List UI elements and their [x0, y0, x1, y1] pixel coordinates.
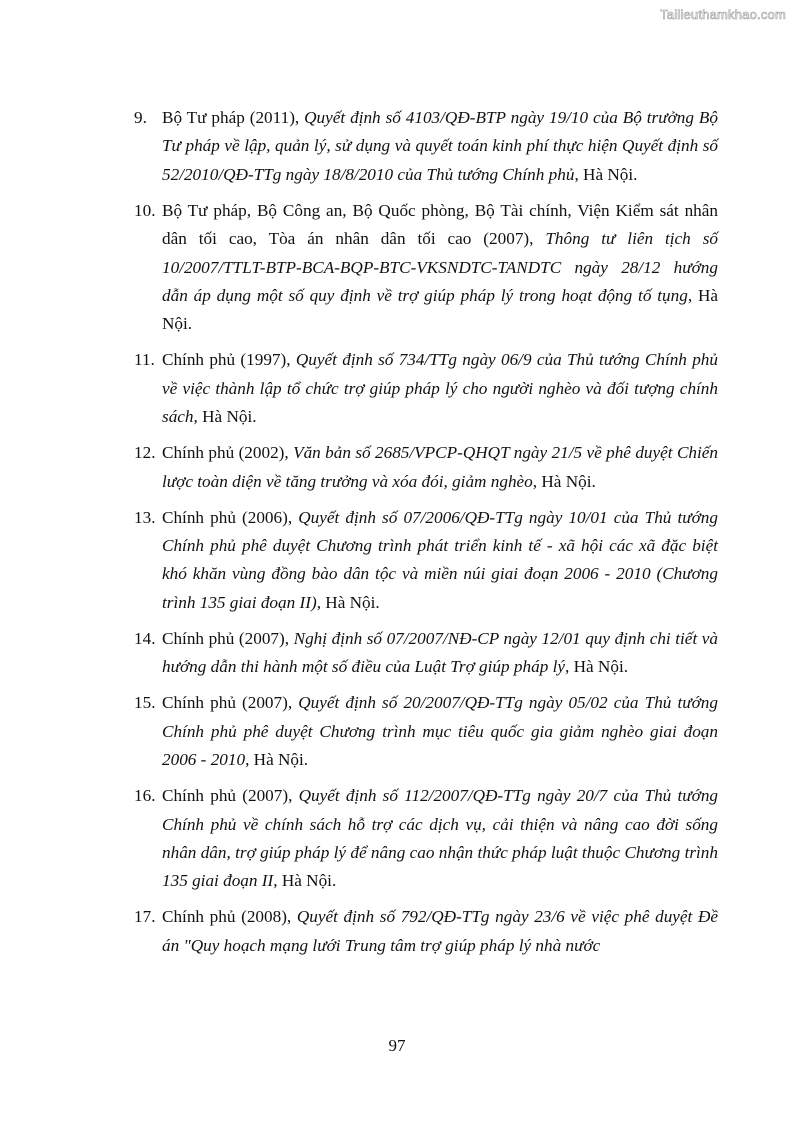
reference-title: Quyết định số 112/2007/QĐ-TTg ngày 20/7 của Thủ tướng Chính phủ về chính sách hỗ trợ các dịch vụ, cải thiện và nâng cao đời sống nhân dân, trợ giúp pháp lý để nâng cao nhận thức pháp luật thuộc Chương trình 135 giai đoạn II	[162, 786, 719, 891]
reference-number: 16.	[134, 786, 156, 806]
reference-item	[134, 782, 718, 896]
reference-text	[162, 439, 718, 496]
reference-tail: , Hà Nội.	[273, 871, 337, 891]
reference-tail: , Hà Nội.	[574, 164, 638, 184]
reference-author: Chính phủ (1997),	[162, 350, 296, 370]
reference-author: Bộ Tư pháp (2011),	[162, 108, 305, 127]
reference-number: 10.	[134, 200, 156, 220]
reference-number: 14.	[134, 628, 156, 648]
reference-title: Quyết định số 4103/QĐ-BTP ngày 19/10 của Bộ trưởng Bộ Tư pháp về lập, quản lý, sử dụng và quyết toán kinh phí thực hiện Quyết định số 52/2010/QĐ-TTg ngày 18/8/2010 của Thủ tướng Chính phủ	[162, 108, 718, 184]
reference-item	[134, 625, 718, 682]
reference-author: Bộ Tư pháp, Bộ Công an, Bộ Quốc phòng, Bộ Tài chính, Viện Kiểm sát nhân dân tối cao, Tòa án nhân dân tối cao (2007),	[162, 200, 718, 249]
reference-text	[162, 346, 718, 431]
reference-item	[134, 104, 718, 189]
reference-item	[134, 504, 718, 618]
reference-author: Chính phủ (2008),	[162, 907, 297, 927]
reference-text	[162, 197, 718, 339]
reference-text	[162, 903, 718, 960]
reference-item	[134, 903, 718, 960]
reference-author: Chính phủ (2006),	[162, 507, 299, 527]
reference-number: 9.	[134, 108, 147, 127]
reference-number: 13.	[134, 507, 156, 527]
reference-tail: , Hà Nội.	[565, 657, 629, 677]
reference-number: 17.	[134, 907, 156, 927]
reference-number: 12.	[134, 443, 156, 463]
watermark-text: Tailieuthamkhao.com	[660, 7, 786, 22]
reference-author: Chính phủ (2002),	[162, 443, 294, 463]
reference-text	[162, 504, 718, 618]
reference-tail: , Hà Nội.	[162, 286, 718, 334]
reference-title: Văn bản số 2685/VPCP-QHQT ngày 21/5 về phê duyệt Chiến lược toàn diện về tăng trưởng và xóa đói, giảm nghèo	[162, 443, 718, 491]
reference-tail: , Hà Nội.	[245, 750, 309, 770]
reference-title: Quyết định số 20/2007/QĐ-TTg ngày 05/02 của Thủ tướng Chính phủ phê duyệt Chương trình mục tiêu quốc gia giảm nghèo giai đoạn 2006 - 2010	[162, 693, 718, 770]
reference-list	[134, 104, 718, 968]
reference-tail: , Hà Nội.	[316, 592, 380, 612]
page-number: 97	[388, 1036, 406, 1055]
reference-title: Thông tư liên tịch số 10/2007/TTLT-BTP-BCA-BQP-BTC-VKSNDTC-TANDTC ngày 28/12 hướng dẫn áp dụng một số quy định về trợ giúp pháp lý trong hoạt động tố tụng	[162, 229, 718, 306]
reference-tail: , Hà Nội.	[193, 407, 257, 427]
reference-item	[134, 689, 718, 774]
reference-author: Chính phủ (2007),	[162, 693, 299, 713]
reference-number: 15.	[134, 693, 156, 713]
reference-author: Chính phủ (2007),	[162, 786, 299, 806]
reference-title: Nghị định số 07/2007/NĐ-CP ngày 12/01 quy định chi tiết và hướng dẫn thi hành một số điều của Luật Trợ giúp pháp lý	[162, 628, 718, 677]
reference-text	[162, 625, 718, 682]
reference-tail: , Hà Nội.	[532, 471, 596, 491]
reference-item	[134, 439, 718, 496]
reference-text	[162, 104, 718, 189]
reference-number: 11.	[134, 350, 155, 370]
reference-title: Quyết định số 07/2006/QĐ-TTg ngày 10/01 của Thủ tướng Chính phủ phê duyệt Chương trình phát triển kinh tế - xã hội các xã đặc biệt khó khăn vùng đồng bào dân tộc và miền núi giai đoạn 2006 - 2010 (Chương trình 135 giai đoạn II)	[162, 507, 718, 612]
reference-title: Quyết định số 734/TTg ngày 06/9 của Thủ tướng Chính phủ về việc thành lập tổ chức trợ giúp pháp lý cho người nghèo và đối tượng chính sách	[162, 350, 718, 427]
reference-text	[162, 782, 718, 896]
reference-text	[162, 689, 718, 774]
reference-item	[134, 346, 718, 431]
reference-title: Quyết định số 792/QĐ-TTg ngày 23/6 về việc phê duyệt Đề án "Quy hoạch mạng lưới Trung tâm trợ giúp pháp lý nhà nước	[162, 907, 719, 955]
reference-author: Chính phủ (2007),	[162, 628, 294, 648]
reference-item	[134, 197, 718, 339]
